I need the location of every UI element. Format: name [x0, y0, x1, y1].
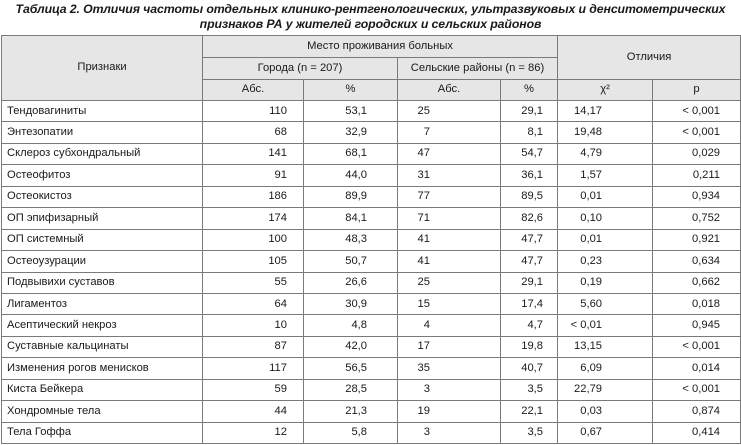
cell-rural-abs: 15 [398, 293, 501, 314]
cell-p: 0,874 [653, 401, 741, 422]
cell-sign: Тела Гоффа [2, 422, 203, 443]
cell-sign: ОП системный [2, 229, 203, 250]
table-row [2, 293, 741, 314]
cell-city-abs: 10 [203, 315, 304, 336]
cell-sign: Остеофитоз [2, 165, 203, 186]
cell-chi2: 0,01 [558, 186, 653, 207]
cell-city-abs: 44 [203, 401, 304, 422]
table-row [2, 422, 741, 443]
table-body [2, 101, 741, 444]
cell-p: 0,414 [653, 422, 741, 443]
table-row [2, 229, 741, 250]
cell-chi2: 0,01 [558, 229, 653, 250]
cell-city-pct: 56,5 [304, 358, 398, 379]
table-row [2, 358, 741, 379]
cell-city-abs: 117 [203, 358, 304, 379]
cell-rural-abs: 25 [398, 272, 501, 293]
cell-p: 0,662 [653, 272, 741, 293]
cell-rural-pct: 19,8 [501, 336, 558, 357]
cell-rural-abs: 3 [398, 422, 501, 443]
cell-chi2: 19,48 [558, 122, 653, 143]
table-caption [0, 0, 741, 34]
cell-rural-abs: 3 [398, 379, 501, 400]
cell-city-pct: 53,1 [304, 101, 398, 122]
cell-rural-abs: 41 [398, 229, 501, 250]
caption-line-2: признаков РА у жителей городских и сельских районов [199, 17, 542, 31]
cell-p: < 0,001 [653, 101, 741, 122]
cell-rural-pct: 29,1 [501, 272, 558, 293]
cell-sign: Суставные кальцинаты [2, 336, 203, 357]
table-row [2, 379, 741, 400]
table-row [2, 208, 741, 229]
header-city: Города (n = 207) [203, 58, 398, 80]
cell-city-pct: 68,1 [304, 143, 398, 164]
table-row [2, 186, 741, 207]
cell-p: 0,014 [653, 358, 741, 379]
cell-chi2: 4,79 [558, 143, 653, 164]
cell-chi2: 0,19 [558, 272, 653, 293]
cell-sign: Остеокистоз [2, 186, 203, 207]
header-differences: Отличия [558, 36, 741, 80]
cell-p: < 0,001 [653, 122, 741, 143]
cell-sign: Киста Бейкера [2, 379, 203, 400]
cell-rural-abs: 19 [398, 401, 501, 422]
table-row [2, 315, 741, 336]
cell-city-abs: 12 [203, 422, 304, 443]
cell-sign: ОП эпифизарный [2, 208, 203, 229]
cell-p: 0,945 [653, 315, 741, 336]
cell-chi2: 0,67 [558, 422, 653, 443]
cell-rural-pct: 22,1 [501, 401, 558, 422]
cell-city-abs: 141 [203, 143, 304, 164]
cell-city-pct: 21,3 [304, 401, 398, 422]
cell-sign: Энтезопатии [2, 122, 203, 143]
cell-city-abs: 91 [203, 165, 304, 186]
cell-city-abs: 174 [203, 208, 304, 229]
cell-sign: Хондромные тела [2, 401, 203, 422]
cell-p: 0,018 [653, 293, 741, 314]
cell-city-pct: 50,7 [304, 251, 398, 272]
cell-city-pct: 32,9 [304, 122, 398, 143]
cell-rural-abs: 47 [398, 143, 501, 164]
cell-city-abs: 186 [203, 186, 304, 207]
cell-rural-pct: 4,7 [501, 315, 558, 336]
header-p: р [653, 80, 741, 101]
cell-rural-abs: 4 [398, 315, 501, 336]
cell-rural-pct: 47,7 [501, 229, 558, 250]
cell-city-abs: 105 [203, 251, 304, 272]
cell-rural-pct: 29,1 [501, 101, 558, 122]
cell-sign: Тендовагиниты [2, 101, 203, 122]
cell-chi2: 1,57 [558, 165, 653, 186]
cell-city-pct: 4,8 [304, 315, 398, 336]
cell-sign: Подвывихи суставов [2, 272, 203, 293]
cell-city-abs: 100 [203, 229, 304, 250]
header-residence: Место проживания больных [203, 36, 558, 58]
cell-rural-abs: 77 [398, 186, 501, 207]
cell-rural-pct: 3,5 [501, 422, 558, 443]
header-chi2: χ² [558, 80, 653, 101]
cell-chi2: 5,60 [558, 293, 653, 314]
cell-rural-abs: 7 [398, 122, 501, 143]
cell-rural-pct: 47,7 [501, 251, 558, 272]
data-table [1, 35, 741, 444]
cell-p: 0,029 [653, 143, 741, 164]
cell-city-abs: 59 [203, 379, 304, 400]
cell-chi2: 13,15 [558, 336, 653, 357]
cell-city-abs: 55 [203, 272, 304, 293]
table-row [2, 165, 741, 186]
cell-city-pct: 26,6 [304, 272, 398, 293]
cell-city-pct: 28,5 [304, 379, 398, 400]
cell-sign: Лигаментоз [2, 293, 203, 314]
cell-city-pct: 84,1 [304, 208, 398, 229]
table-row [2, 272, 741, 293]
cell-rural-abs: 25 [398, 101, 501, 122]
header-rural-abs: Абс. [398, 80, 501, 101]
cell-city-abs: 110 [203, 101, 304, 122]
cell-p: 0,634 [653, 251, 741, 272]
cell-chi2: < 0,01 [558, 315, 653, 336]
cell-city-abs: 68 [203, 122, 304, 143]
table-row [2, 336, 741, 357]
cell-city-abs: 64 [203, 293, 304, 314]
cell-rural-abs: 31 [398, 165, 501, 186]
cell-city-abs: 87 [203, 336, 304, 357]
cell-chi2: 14,17 [558, 101, 653, 122]
cell-city-pct: 42,0 [304, 336, 398, 357]
cell-city-pct: 48,3 [304, 229, 398, 250]
cell-rural-pct: 89,5 [501, 186, 558, 207]
cell-city-pct: 89,9 [304, 186, 398, 207]
cell-city-pct: 30,9 [304, 293, 398, 314]
cell-p: 0,921 [653, 229, 741, 250]
cell-p: < 0,001 [653, 379, 741, 400]
table-row [2, 401, 741, 422]
cell-p: 0,211 [653, 165, 741, 186]
table-row [2, 143, 741, 164]
cell-rural-pct: 3,5 [501, 379, 558, 400]
header-signs: Признаки [2, 36, 203, 101]
cell-rural-abs: 41 [398, 251, 501, 272]
cell-city-pct: 5,8 [304, 422, 398, 443]
header-rural-pct: % [501, 80, 558, 101]
cell-chi2: 0,03 [558, 401, 653, 422]
cell-sign: Изменения рогов менисков [2, 358, 203, 379]
header-city-pct: % [304, 80, 398, 101]
table-row [2, 251, 741, 272]
cell-city-pct: 44,0 [304, 165, 398, 186]
table-row [2, 122, 741, 143]
cell-chi2: 0,23 [558, 251, 653, 272]
table-row [2, 101, 741, 122]
cell-rural-pct: 17,4 [501, 293, 558, 314]
header-city-abs: Абс. [203, 80, 304, 101]
cell-p: 0,934 [653, 186, 741, 207]
cell-chi2: 0,10 [558, 208, 653, 229]
cell-rural-abs: 17 [398, 336, 501, 357]
cell-rural-pct: 54,7 [501, 143, 558, 164]
cell-rural-abs: 35 [398, 358, 501, 379]
cell-rural-pct: 8,1 [501, 122, 558, 143]
cell-chi2: 22,79 [558, 379, 653, 400]
cell-rural-abs: 71 [398, 208, 501, 229]
cell-rural-pct: 36,1 [501, 165, 558, 186]
header-rural: Сельские районы (n = 86) [398, 58, 558, 80]
cell-sign: Остеоузурации [2, 251, 203, 272]
cell-rural-pct: 40,7 [501, 358, 558, 379]
cell-p: 0,752 [653, 208, 741, 229]
cell-sign: Асептический некроз [2, 315, 203, 336]
cell-rural-pct: 82,6 [501, 208, 558, 229]
cell-chi2: 6,09 [558, 358, 653, 379]
cell-p: < 0,001 [653, 336, 741, 357]
caption-line-1: Таблица 2. Отличия частоты отдельных клинико-рентгенологических, ультразвуковых и денситометрических [15, 2, 726, 16]
cell-sign: Склероз субхондральный [2, 143, 203, 164]
